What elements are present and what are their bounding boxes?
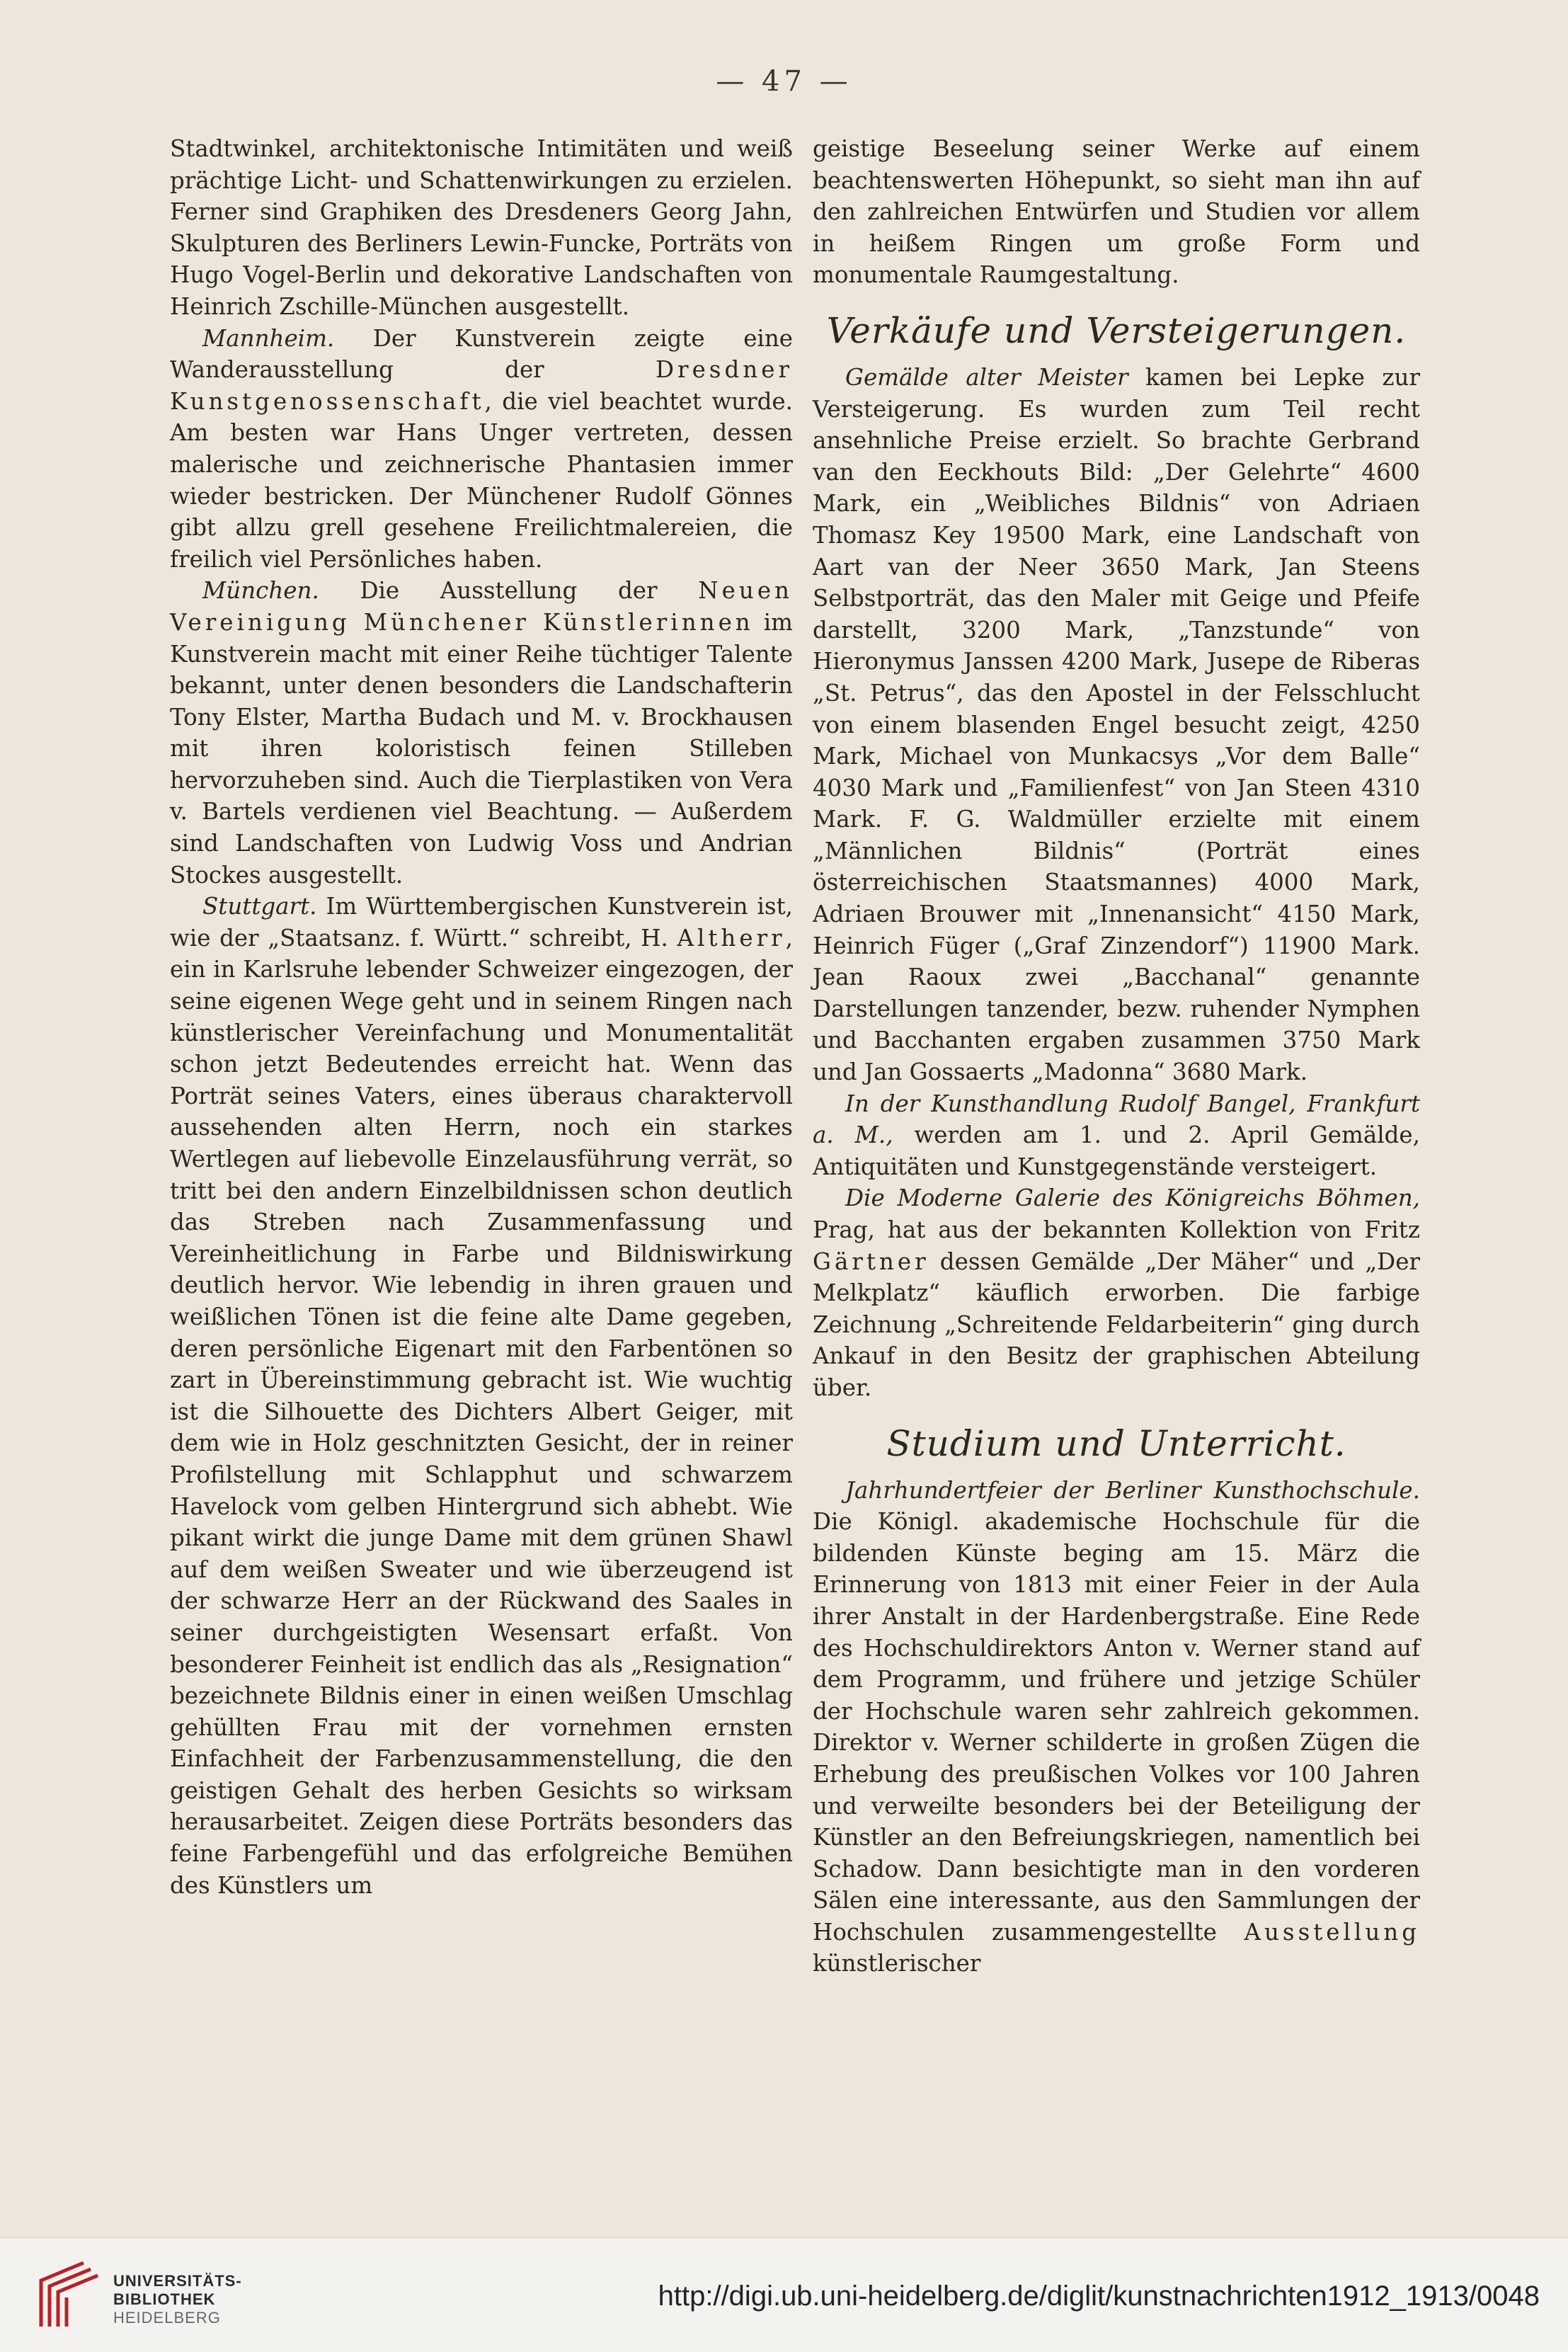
lead-text: In der Kunsthandlung Rudolf Bangel, Frankfurt a. M., xyxy=(813,1090,1420,1149)
right-column xyxy=(813,133,1420,1980)
spaced-text: Ausstellung xyxy=(1244,1918,1420,1946)
text: Prag, hat aus der bekannten Kollektion von Fritz xyxy=(813,1216,1420,1243)
library-name xyxy=(113,2272,242,2327)
section-heading-study: Studium und Unterricht. xyxy=(886,1422,1346,1464)
text: Die Ausstellung der xyxy=(319,577,699,605)
text: im Kunstverein macht mit einer Reihe tüchtiger Talente bekannt, unter denen besonders die Landschafterin Tony Elster, Martha Budach und M. v. Brockhausen mit ihren koloristisch feinen Stilleben hervorzuheben sind. Auch die Tierplastiken von Vera v. Bartels verdienen viel Beachtung. — Außerdem sind Landschaften von Ludwig Voss und Andrian Stockes ausgestellt. xyxy=(170,608,793,889)
text: , die viel beachtet wurde. Am besten war Hans Unger vertreten, dessen malerische und zeichnerische Phantasien immer wieder bestricken. Der Münchener Rudolf Gönnes gibt allzu grell gesehene Freilichtmalereien, die freilich viel Persönliches haben. xyxy=(170,387,793,573)
paragraph-auction xyxy=(813,362,1420,1088)
lead-stuttgart: Stuttgart. xyxy=(202,893,317,920)
spaced-text: Neuen Vereinigung Münchener Künstlerinnen xyxy=(170,577,793,636)
paragraph-bangel xyxy=(813,1088,1420,1183)
library-name-line: BIBLIOTHEK xyxy=(113,2290,216,2308)
library-name-line: HEIDELBERG xyxy=(113,2309,221,2327)
text: werden am 1. und 2. April Gemälde, Antiquitäten und Kunstgegenstände versteigert. xyxy=(813,1121,1420,1180)
library-logo-icon xyxy=(34,2259,99,2330)
lead-text: Die Moderne Galerie des Königreichs Böhmen, xyxy=(845,1184,1420,1212)
text: künstlerischer xyxy=(813,1950,981,1977)
page-number: — 47 — xyxy=(716,65,852,98)
lead-text: Gemälde alter Meister xyxy=(845,363,1128,391)
library-name-line: UNIVERSITÄTS- xyxy=(113,2272,242,2290)
text: kamen bei Lepke zur Versteigerung. Es wurden zum Teil recht ansehnliche Preise erzielt. So brachte Gerbrand van den Eeckhouts Bild: „Der Gelehrte“ 4600 Mark, ein „Weibliches Bildnis“ von Adriaen Thomasz Key 19500 Mark, eine Landschaft von Aart van der Neer 3650 Mark, Jan Steens Selbstporträt, das den Maler mit Geige und Pfeife darstellt, 3200 Mark, „Tanzstunde“ von Hieronymus Janssen 4200 Mark, Jusepe de Riberas „St. Petrus“, das den Apostel in der Felsschlucht von einem blasenden Engel besucht zeigt, 4250 Mark, Michael von Munkacsys „Vor dem Balle“ 4030 Mark und „Familienfest“ von Jan Steen 4310 Mark. F. G. Waldmüller erzielte mit einem „Männlichen Bildnis“ (Porträt eines österreichischen Staatsmannes) 4000 Mark, Adriaen Brouwer mit „Innenansicht“ 4150 Mark, Heinrich Füger („Graf Zinzendorf“) 11900 Mark. Jean Raoux zwei „Bacchanal“ genannte Darstellungen tanzender, bezw. ruhender Nymphen und Bacchanten ergaben zusammen 3750 Mark und Jan Gossaerts „Madonna“ 3680 Mark. xyxy=(813,363,1420,1086)
text: Der Kunstverein zeigte eine Wanderausstellung der xyxy=(170,324,793,384)
paragraph-mannheim xyxy=(170,323,793,576)
text: Im Württembergischen Kunstverein ist, wie der „Staatsanz. f. Württ.“ schreibt, H. xyxy=(170,893,793,952)
paragraph-muenchen xyxy=(170,575,793,891)
left-column xyxy=(170,133,793,1901)
paragraph: Stadtwinkel, architektonische Intimitäten und weiß prächtige Licht- und Schattenwirkungen zu erzielen. Ferner sind Graphiken des Dresdeners Georg Jahn, Skulpturen des Berliners Lewin-Funcke, Porträts von Hugo Vogel-Berlin und dekorative Landschaften von Heinrich Zschille-München ausgestellt. xyxy=(170,135,793,320)
text: , ein in Karlsruhe lebender Schweizer eingezogen, der seine eigenen Wege geht und in seinem Ringen nach künstlerischer Vereinfachung und Monumentalität schon jetzt Bedeutendes erreicht hat. Wenn das Porträt seines Vaters, eines überaus charaktervoll aussehenden alten Herrn, noch ein starkes Wertlegen auf liebevolle Einzelausführung verrät, so tritt bei den andern Einzelbildnissen schon deutlich das Streben nach Zusammenfassung und Vereinheitlichung in Farbe und Bildniswirkung deutlich hervor. Wie lebendig in ihren grauen und weißlichen Tönen ist die feine alte Dame gegeben, deren persönliche Eigenart mit den Farbentönen so zart in Übereinstimmung gebracht ist. Wie wuchtig ist die Silhouette des Dichters Albert Geiger, mit dem wie in Holz geschnitzten Gesicht, der in reiner Profilstellung mit Schlapphut und schwarzem Havelock vom gelben Hintergrund sich abhebt. Wie pikant wirkt die junge Dame mit dem grünen Shawl auf dem weißen Sweater und wie überzeugend ist der schwarze Herr an der Rückwand des Saales in seiner durchgeistigten Wesensart erfaßt. Von besonderer Feinheit ist endlich das als „Resignation“ bezeichnete Bildnis einer in einen weißen Umschlag gehüllten Frau mit der vornehmen ernsten Einfachheit der Farbenzusammenstellung, die den geistigen Gehalt des herben Gesichts so wirksam herausarbeitet. Zeigen diese Porträts besonders das feine Farbengefühl und das erfolgreiche Bemühen des Künstlers um xyxy=(170,924,793,1899)
text: Die Königl. akademische Hochschule für die bildenden Künste beging am 15. März die Erinnerung von 1813 mit einer Feier in der Aula ihrer Anstalt in der Hardenbergstraße. Eine Rede des Hochschuldirektors Anton v. Werner stand auf dem Programm, und frühere und jetzige Schüler der Hochschule waren sehr zahlreich gekommen. Direktor v. Werner schilderte in großen Zügen die Erhebung des preußischen Volkes vor 100 Jahren und verweilte besonders bei der Beteiligung der Künstler an den Befreiungskriegen, namentlich bei Schadow. Dann besichtigte man in den vorderen Sälen eine interessante, aus den Sammlungen der Hochschulen zusammengestellte xyxy=(813,1508,1420,1946)
paragraph-galerie xyxy=(813,1182,1420,1403)
lead-muenchen: München. xyxy=(202,577,319,605)
paragraph-jahrhundertfeier xyxy=(813,1475,1420,1980)
footer-bar xyxy=(0,2237,1568,2352)
spaced-text: Gärtner xyxy=(813,1248,929,1275)
paragraph: geistige Beseelung seiner Werke auf einem beachtenswerten Höhepunkt, so sieht man ihn auf den zahlreichen Entwürfen und Studien vor allem in heißem Ringen um große Form und monumentale Raumgestaltung. xyxy=(813,135,1420,289)
lead-text: Jahrhundertfeier der Berliner Kunsthochschule. xyxy=(845,1476,1420,1504)
text: dessen Gemälde „Der Mäher“ und „Der Melkplatz“ käuflich erworben. Die farbige Zeichnung „Schreitende Feldarbeiterin“ ging durch Ankauf in den Besitz der graphischen Abteilung über. xyxy=(813,1248,1420,1401)
section-heading-sales: Verkäufe und Versteigerungen. xyxy=(826,309,1407,351)
lead-mannheim: Mannheim. xyxy=(202,324,335,352)
spaced-text: Altherr xyxy=(677,924,786,952)
permalink-url[interactable]: http://digi.ub.uni-heidelberg.de/diglit/kunstnachrichten1912_1913/0048 xyxy=(658,2280,1540,2312)
spaced-text: Dresdner Kunstgenossenschaft xyxy=(170,356,793,415)
paragraph-stuttgart xyxy=(170,891,793,1901)
